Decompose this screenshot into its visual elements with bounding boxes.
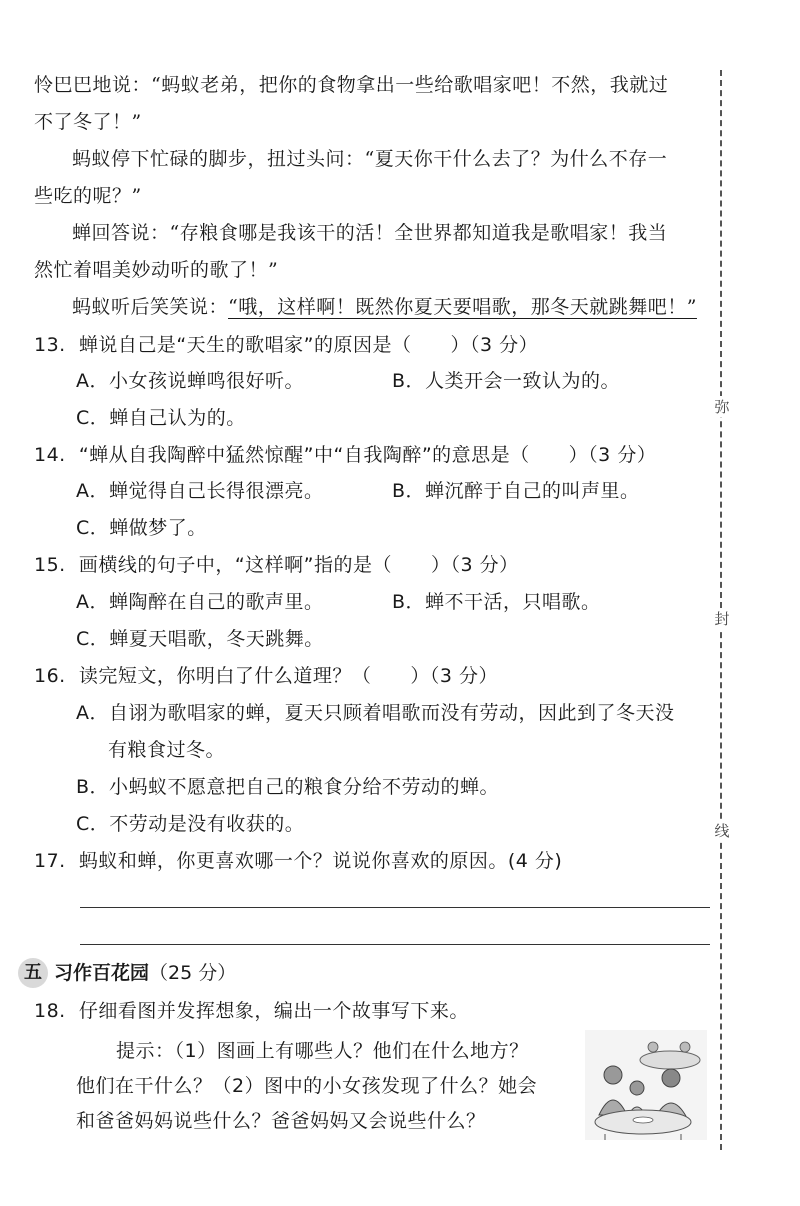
- underlined-sentence: “哦，这样啊！既然你夏天要唱歌，那冬天就跳舞吧！”: [228, 296, 697, 318]
- section-badge: 五: [18, 958, 48, 988]
- question-number: 13.: [34, 334, 66, 356]
- story-line: 些吃的呢？”: [34, 185, 142, 207]
- option: A．蝉陶醉在自己的歌声里。: [76, 591, 324, 613]
- option: A．小女孩说蝉鸣很好听。: [76, 370, 304, 392]
- option: B．人类开会一致认为的。: [392, 370, 621, 392]
- option: C．蝉做梦了。: [76, 517, 207, 539]
- question-number: 16.: [34, 665, 66, 687]
- answer-line[interactable]: [80, 944, 710, 945]
- question-number: 14.: [34, 444, 66, 466]
- story-line: 蚂蚁停下忙碌的脚步，扭过头问：“夏天你干什么去了？为什么不存一: [72, 148, 668, 170]
- story-line: 然忙着唱美妙动听的歌了！”: [34, 259, 279, 281]
- option: A．蝉觉得自己长得很漂亮。: [76, 480, 324, 502]
- section-score: （25 分）: [149, 962, 237, 984]
- hint-line: 他们在干什么？（2）图中的小女孩发现了什么？她会: [76, 1075, 538, 1097]
- section-title: [54, 958, 236, 988]
- option: C．不劳动是没有收获的。: [76, 813, 305, 835]
- story-line-underlined: [72, 292, 697, 322]
- story-line: 不了冬了！”: [34, 111, 142, 133]
- binding-char: 线: [711, 820, 733, 841]
- hint-line: 提示：（1）图画上有哪些人？他们在什么地方？: [116, 1040, 529, 1062]
- question-15: [34, 550, 519, 580]
- option: C．蝉夏天唱歌，冬天跳舞。: [76, 628, 324, 650]
- section-name: 习作百花园: [54, 962, 150, 984]
- question-text: 仔细看图并发挥想象，编出一个故事写下来。: [78, 1000, 469, 1022]
- family-dinner-illustration: [585, 1030, 707, 1140]
- question-17: [34, 846, 562, 876]
- option: B．蝉沉醉于自己的叫声里。: [392, 480, 640, 502]
- option: B．蝉不干活，只唱歌。: [392, 591, 601, 613]
- binding-char: 弥: [711, 396, 733, 417]
- question-text: 读完短文，你明白了什么道理？（ ）（3 分）: [78, 665, 498, 687]
- option-continuation: 有粮食过冬。: [108, 739, 226, 761]
- story-prefix: 蚂蚁听后笑笑说：: [72, 296, 229, 318]
- story-line: 怜巴巴地说：“蚂蚁老弟，把你的食物拿出一些给歌唱家吧！不然，我就过: [34, 74, 669, 96]
- answer-line[interactable]: [80, 907, 710, 908]
- question-14: [34, 440, 656, 470]
- option: C．蝉自己认为的。: [76, 407, 246, 429]
- question-text: “蝉从自我陶醉中猛然惊醒”中“自我陶醉”的意思是（ ）（3 分）: [78, 444, 657, 466]
- hint-line: 和爸爸妈妈说些什么？爸爸妈妈又会说些什么？: [76, 1110, 486, 1132]
- question-text: 画横线的句子中，“这样啊”指的是（ ）（3 分）: [78, 554, 519, 576]
- question-text: 蝉说自己是“天生的歌唱家”的原因是（ ）（3 分）: [78, 334, 539, 356]
- question-13: [34, 330, 538, 360]
- option: B．小蚂蚁不愿意把自己的粮食分给不劳动的蝉。: [76, 776, 500, 798]
- question-16: [34, 661, 498, 691]
- option: A．自诩为歌唱家的蝉，夏天只顾着唱歌而没有劳动，因此到了冬天没: [76, 702, 675, 724]
- question-number: 18.: [34, 1000, 66, 1022]
- question-number: 15.: [34, 554, 66, 576]
- story-line: 蝉回答说：“存粮食哪是我该干的活！全世界都知道我是歌唱家！我当: [72, 222, 668, 244]
- question-number: 17.: [34, 850, 66, 872]
- question-18: [34, 996, 469, 1026]
- binding-char: 封: [711, 608, 733, 629]
- question-text: 蚂蚁和蝉，你更喜欢哪一个？说说你喜欢的原因。(4 分): [78, 850, 563, 872]
